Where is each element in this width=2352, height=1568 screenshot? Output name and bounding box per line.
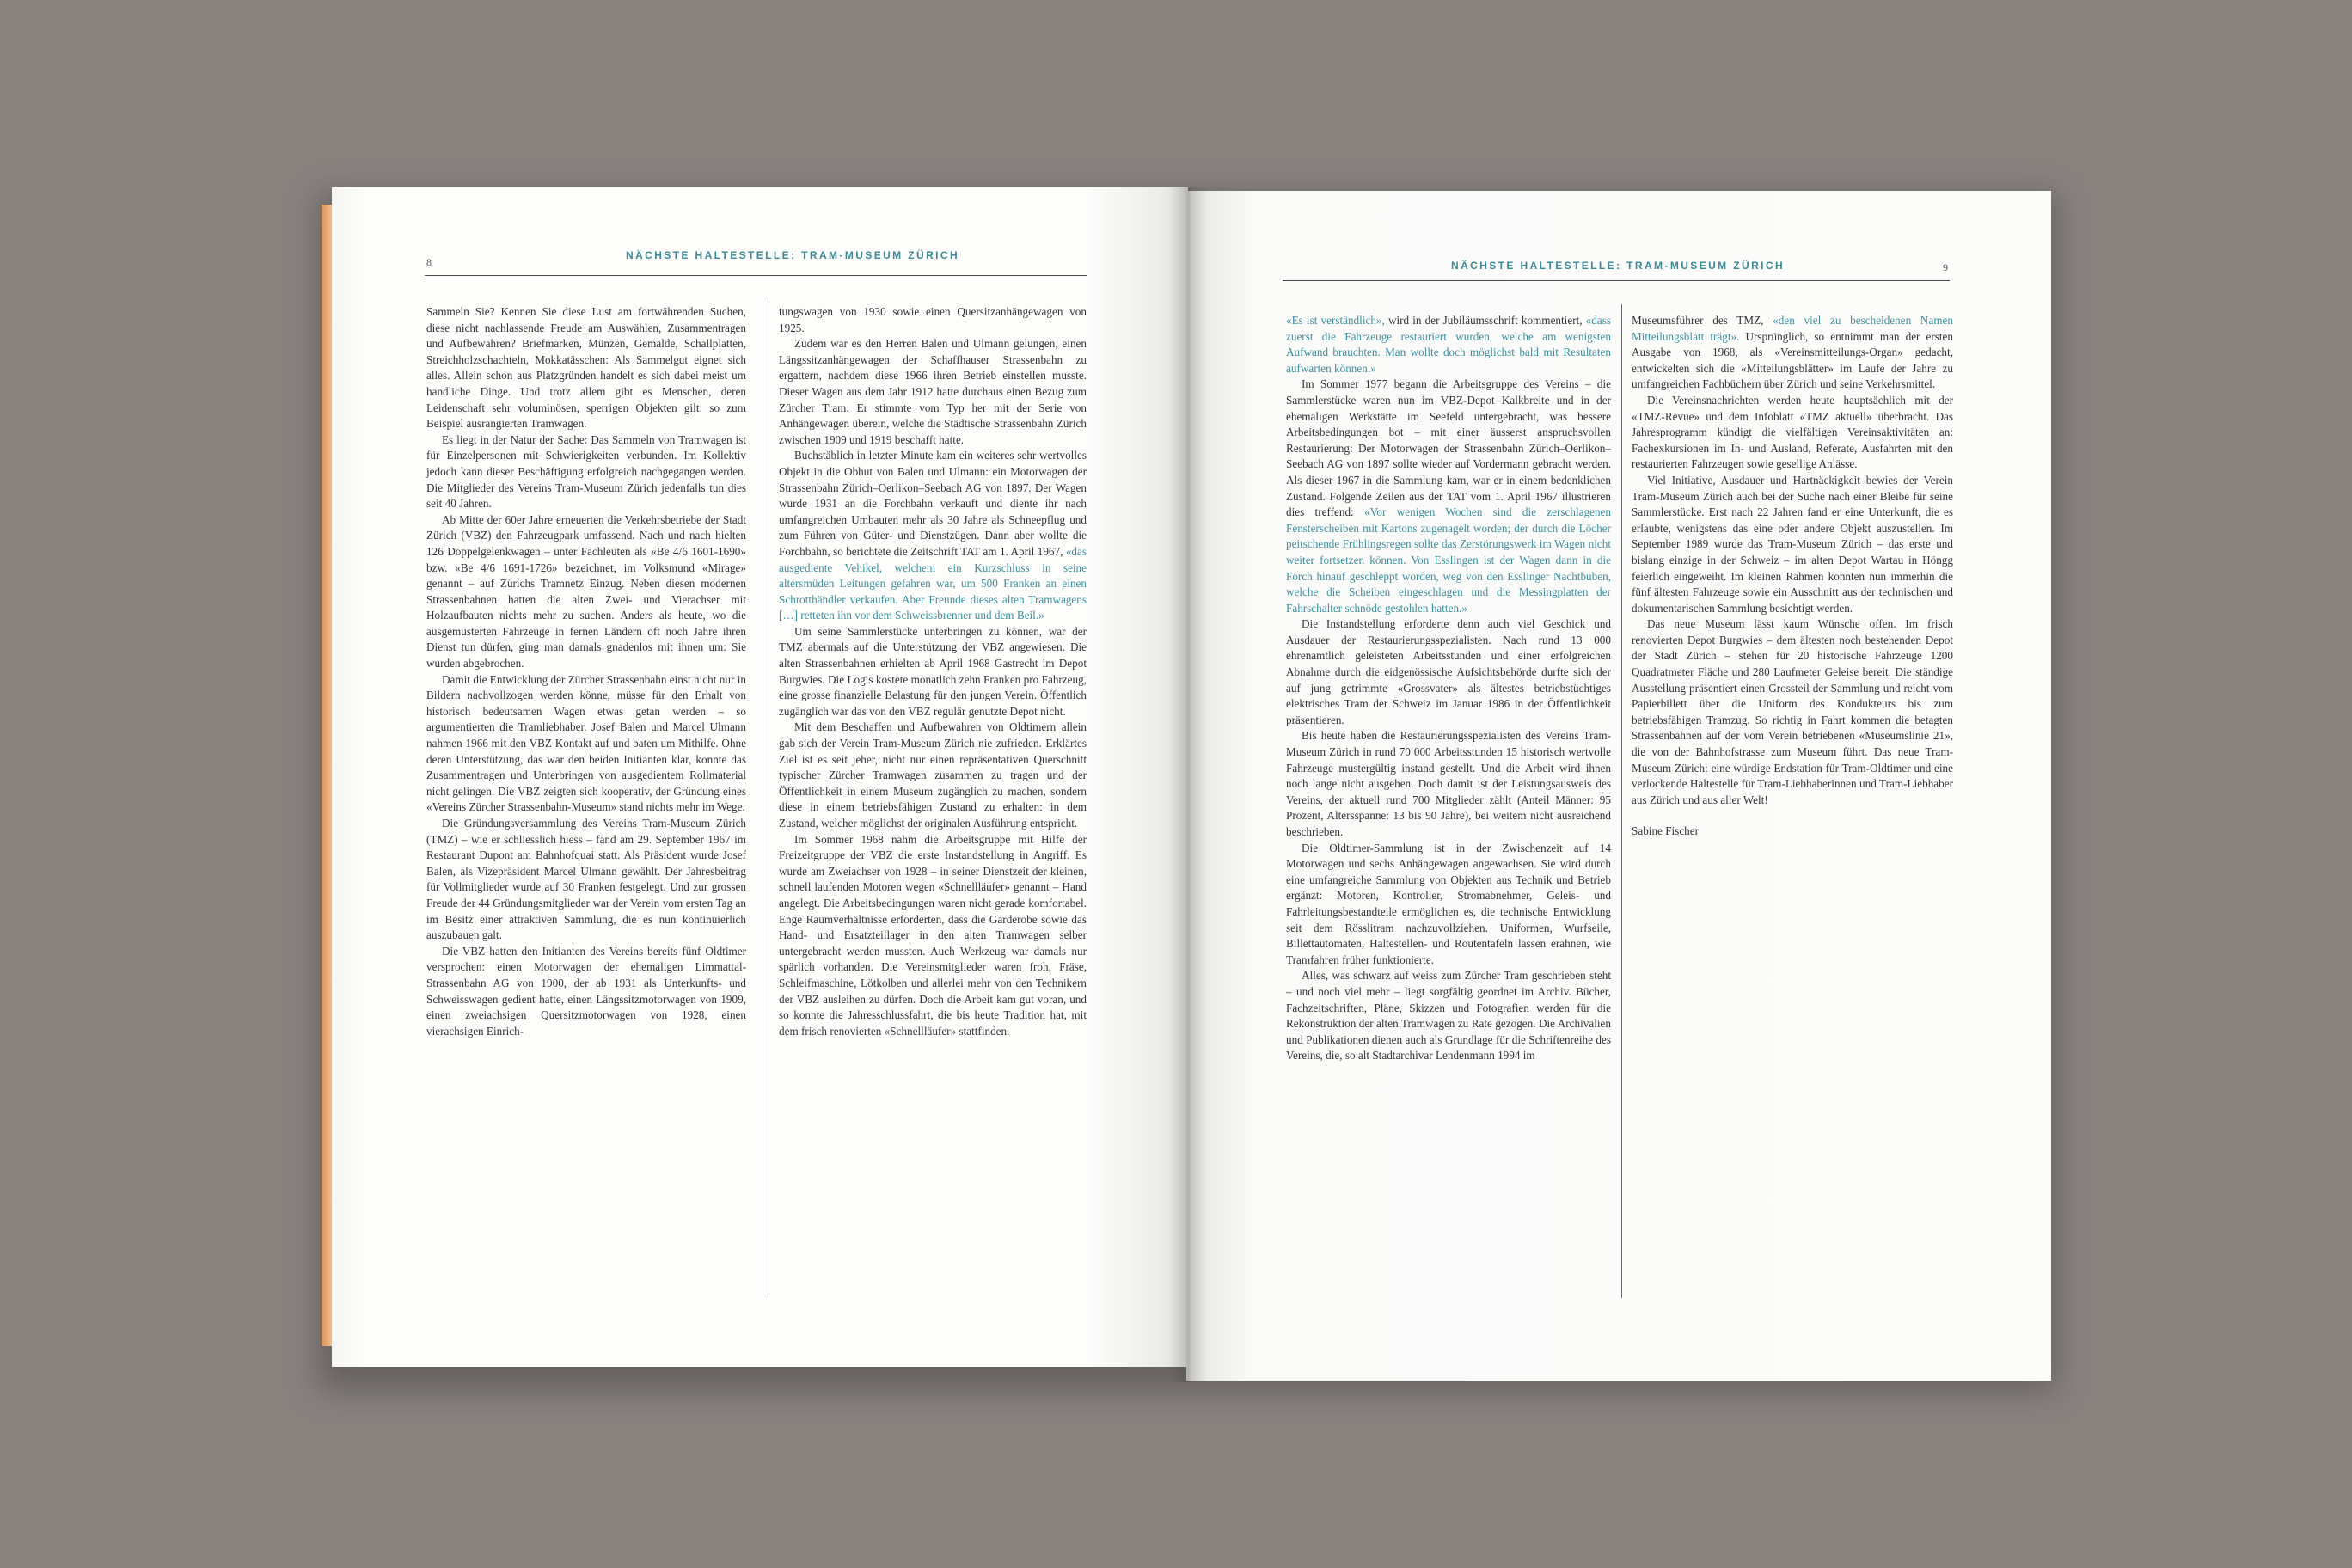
- body-text: Im Sommer 1977 begann die Arbeitsgruppe des Vereins – die Sammlerstücke waren nun im VBZ-Depot Kalkbreite und in der ehemaligen Werkstätte im Seefeld untergebracht, was bessere Arbeitsbedingungen bot – mit einer äusserst anspruchsvollen Restaurierung: Der Motorwagen der Strassenbahn Zürich–Oerlikon–Seebach AG von 1897 sollte wieder auf Vordermann gebracht werden. Als dieser 1967 in die Sammlung kam, war er in einem bedenklichen Zustand. Folgende Zeilen aus der TAT vom 1. April 1967 illustrieren dies treffend:: [1286, 377, 1611, 519]
- paragraph: Bis heute haben die Restaurierungsspezialisten des Vereins Tram-Museum Zürich in rund 70 000 Arbeitsstunden 15 historisch wertvolle Fahrzeuge mustergültig instand gestellt. Und die Arbeit wird ihnen noch lange nicht ausgehen. Doch damit ist der Leistungsausweis des Vereins, der aktuell rund 700 Mitglieder zählt (Anteil Männer: 95 Prozent, Altersspanne: 13 bis 90 Jahre), bei weitem nicht ausreichend beschrieben.: [1286, 729, 1611, 838]
- paragraph: [1632, 313, 1953, 393]
- right-column-1: [1286, 313, 1611, 1064]
- paragraph: Alles, was schwarz auf weiss zum Zürcher Tram geschrieben steht – und noch viel mehr – liegt sorgfältig geordnet im Archiv. Bücher, Fachzeitschriften, Pläne, Skizzen und Fotografien werden für die Rekonstruktion der alten Tramwagen zu Rate gezogen. Die Archivalien und Publikationen dienen auch als Grundlage für die Schriftenreihe des Vereins, die, so alt Stadtarchivar Lendenmann 1994 im: [1286, 969, 1611, 1063]
- paragraph: tungswagen von 1930 sowie einen Quersitzanhängewagen von 1925.: [779, 305, 1087, 334]
- body-text: wird in der Jubiläumsschrift kommentiert,: [1384, 314, 1586, 327]
- pull-quote: «Vor wenigen Wochen sind die zerschlagenen Fensterscheiben mit Kartons zugenagelt worden; der durch die Löcher peitschende Frühlingsregen sollte das Zerstörungswerk im Wagen nicht weiter fortsetzen können. Von Esslingen ist der Wagen dann in die Forch hinauf geschleppt worden, weg von den Esslinger Nachtbuben, welche die Scheiben eingeschlagen und die Messingplatten der Fahrschalter schnöde gestohlen hatten.»: [1286, 505, 1611, 615]
- page-number-right: 9: [1943, 261, 1948, 273]
- body-text: Ursprünglich, so entnimmt man der ersten Ausgabe von 1968, als «Vereinsmitteilungs-Organ» gedacht, entwickelten sich die «Mitteilungsblätter» im Laufe der Jahre zu umfangreichen Fachbüchern über Zürich und seine Verkehrsmittel.: [1632, 329, 1953, 391]
- pull-quote: «dass zuerst die Fahrzeuge restauriert wurden, welche am wenigsten Aufwand brauchten. Man wollte doch möglichst bald mit Resultaten aufwarten können.»: [1286, 314, 1611, 375]
- paragraph: Die Vereinsnachrichten werden heute hauptsächlich mit der «TMZ-Revue» und dem Infoblatt «TMZ aktuell» überbracht. Das Jahresprogramm kündigt die vielfältigen Vereinsaktivitäten an: Fachexkursionen im In- und Ausland, Referate, Ausfahrten mit den restaurierten Fahrzeugen sowie gesellige Anlässe.: [1632, 393, 1953, 471]
- paragraph: Um seine Sammlerstücke unterbringen zu können, war der TMZ abermals auf die Unterstützung der VBZ angewiesen. Die alten Strassenbahnen erhielten ab April 1968 Gastrecht im Depot Burgwies. Die Logis kostete monatlich zehn Franken pro Fahrzeug, eine grosse finanzielle Belastung für den jungen Verein. Öffentlich zugänglich war das von den VBZ regulär genutzte Depot nicht.: [779, 624, 1087, 718]
- running-head-left: NÄCHSTE HALTESTELLE: TRAM-MUSEUM ZÜRICH: [626, 249, 960, 261]
- header-rule-left: [425, 275, 1087, 276]
- header-rule-right: [1283, 280, 1950, 281]
- paragraph: Es liegt in der Natur der Sache: Das Sammeln von Tramwagen ist für Einzelpersonen mit Schwierigkeiten verbunden. Im Kollektiv jedoch kann dieser Beschäftigung erfolgreich nachgegangen werden. Die Mitglieder des Vereins Tram-Museum Zürich jedenfalls tun dies seit 40 Jahren.: [426, 432, 746, 511]
- right-column-2: [1632, 313, 1953, 840]
- paragraph: Sammeln Sie? Kennen Sie diese Lust am fortwährenden Suchen, diese nicht nachlassende Freude am Auswählen, Zusammentragen und Aufbewahren? Briefmarken, Münzen, Gemälde, Schallplatten, Streichholzschachteln, Mokkatässchen: Als Sammelgut eignet sich alles. Allein schon aus Platzgründen handelt es sich dabei meist um handliche Dinge. Und trotz allem gibt es Menschen, deren Leidenschaft sehr voluminösen, sperrigen Objekten gilt: so zum Beispiel ausrangierten Tramwagen.: [426, 305, 746, 431]
- paragraph: Viel Initiative, Ausdauer und Hartnäckigkeit bewies der Verein Tram-Museum Zürich auch bei der Suche nach einer Bleibe für seine Sammlerstücke. Erst nach 22 Jahren fand er eine Unterkunft, die es erlaubte, wenigstens das eine oder andere Objekt auszustellen. Im September 1989 wurde das Tram-Museum Zürich – das erste und bislang einzige in der Schweiz – im alten Depot Wartau in Höngg feierlich eingeweiht. Im kleinen Rahmen konnten nun immerhin die fünf ältesten Fahrzeuge sowie ein Ausschnitt aus der technischen und dokumentarischen Sammlung besichtigt werden.: [1632, 473, 1953, 615]
- pull-quote: «Es ist verständlich»,: [1286, 314, 1385, 327]
- paragraph: Die Gründungsversammlung des Vereins Tram-Museum Zürich (TMZ) – wie er schliesslich hiess – fand am 29. September 1967 im Restaurant Dupont am Bahnhofquai statt. Als Präsident wurde Josef Balen, als Vizepräsident Marcel Ulmann gewählt. Der Jahresbeitrag für Vollmitglieder wurde auf 30 Franken festgelegt. Und zur grossen Freude der 44 Gründungsmitglieder war der Verein vom ersten Tag an im Besitz einer attraktiven Sammlung, die es nun kontinuierlich auszubauen galt.: [426, 817, 746, 942]
- pull-quote: «den viel zu bescheidenen Namen Mitteilungsblatt trägt».: [1632, 314, 1954, 343]
- paragraph: Die Instandstellung erforderte denn auch viel Geschick und Ausdauer der Restaurierungsspezialisten. Nach rund 13 000 ehrenamtlich geleisteten Arbeitsstunden und einer erfolgreichen Abnahme durch die eidgenössische Aufsichtsbehörde durfte sich der auf jung getrimmte «Grossvater» als ältestes betriebstüchtiges elektrisches Tram der Schweiz im Januar 1986 in der Öffentlichkeit präsentieren.: [1286, 617, 1611, 726]
- body-text: Museumsführer des TMZ,: [1632, 314, 1773, 327]
- paragraph: [1286, 313, 1611, 377]
- book-gutter: [1169, 187, 1207, 1382]
- column-divider-right: [1621, 304, 1622, 1298]
- left-page: [332, 187, 1188, 1367]
- paragraph: Im Sommer 1968 nahm die Arbeitsgruppe mit Hilfe der Freizeitgruppe der VBZ die erste Instandstellung in Angriff. Es wurde am Zweiachser von 1928 – in seiner Dienstzeit der kleinen, schnell laufenden Motoren wegen «Schnellläufer» genannt – Hand angelegt. Die Arbeitsbedingungen waren nicht gerade komfortabel. Enge Raumverhältnisse erforderten, dass die Garderobe sowie das Hand- und Ersatzteillager in den alten Tramwagen selber untergebracht werden mussten. Auch Werkzeug war damals nur spärlich vorhanden. Die Vereinsmitglieder waren froh, Fräse, Schleifmaschine, Lötkolben und allerlei mehr von den Technikern der VBZ ausleihen zu dürfen. Doch die Arbeit kam gut voran, und so konnte die Jahresschlussfahrt, die bis heute Tradition hat, mit dem frisch renovierten «Schnellläufer» stattfinden.: [779, 832, 1087, 1038]
- body-text: Buchstäblich in letzter Minute kam ein weiteres sehr wertvolles Objekt in die Obhut von Balen und Ulmann: ein Motorwagen der Strassenbahn Zürich–Oerlikon–Seebach AG von 1897. Der Wagen wurde 1931 an die Forchbahn verkauft und diente ihr nach umfangreichen Umbauten mehr als 30 Jahre als Schneepflug und zum Führen von Güter- und Dienstzügen. Dann aber wollte die Forchbahn, so berichtete die Zeitschrift TAT am 1. April 1967,: [779, 449, 1087, 558]
- left-column-2: [779, 304, 1087, 1039]
- right-page: [1186, 191, 2051, 1381]
- paragraph: Ab Mitte der 60er Jahre erneuerten die Verkehrsbetriebe der Stadt Zürich (VBZ) den Fahrzeugpark umfassend. Nach und nach hielten 126 Doppelgelenkwagen – unter Fachleuten als «Be 4/6 1601-1690» bzw. «Be 4/6 1691-1726» bezeichnet, im Volksmund «Mirage» genannt – auf Zürichs Tramnetz Einzug. Neben diesen modernen Strassenbahnen hatten die alten Zwei- und Vierachser mit Holzaufbauten nichts mehr zu suchen. Anders als heute, wo die ausgemusterten Fahrzeuge in fernen Ländern oft noch Jahre ihren Dienst tun dürfen, ging man damals gnadenlos mit ihnen um: Sie wurden abgebrochen.: [426, 512, 746, 671]
- left-column-1: [426, 304, 746, 1039]
- paragraph: Die Oldtimer-Sammlung ist in der Zwischenzeit auf 14 Motorwagen und sechs Anhängewagen angewachsen. Sie wird durch eine umfangreiche Sammlung von Objekten aus Technik und Betrieb ergänzt: Motoren, Kontroller, Stromabnehmer, Geleis- und Fahrleitungsbestandteile ermöglichen es, die technische Entwicklung seit dem Rösslitram nachzuvollziehen. Uniformen, Wurfseile, Billettautomaten, Haltestellen- und Routentafeln lassen erahnen, wie Tramfahren früher funktionierte.: [1286, 841, 1611, 966]
- paragraph: [779, 448, 1087, 624]
- running-head-right: NÄCHSTE HALTESTELLE: TRAM-MUSEUM ZÜRICH: [1451, 260, 1785, 272]
- paragraph: Die VBZ hatten den Initianten des Vereins bereits fünf Oldtimer versprochen: einen Motorwagen der ehemaligen Limmattal-Strassenbahn AG von 1900, der ab 1931 als Unterkunfts- und Schweisswagen gedient hatte, einen Längssitzmotorwagen von 1909, einen zweiachsigen Quersitzmotorwagen von 1928, einen vierachsigen Einrich-: [426, 944, 746, 1038]
- paragraph: Mit dem Beschaffen und Aufbewahren von Oldtimern allein gab sich der Verein Tram-Museum Zürich nie zufrieden. Erklärtes Ziel ist es seit jeher, nicht nur einen repräsentativen Querschnitt typischer Zürcher Tramwagen zusammen zu tragen und der Öffentlichkeit in einem Museum zugänglich zu machen, sondern diese in einem betriebsfähigen Zustand zu erhalten: in dem Zustand, welcher möglichst der originalen Ausführung entspricht.: [779, 720, 1087, 830]
- paragraph: Damit die Entwicklung der Zürcher Strassenbahn einst nicht nur in Bildern nachvollzogen werden könne, müsse für den Erhalt von historisch bedeutsamen Wagen etwas getan werden – so argumentierten die Tramliebhaber. Josef Balen und Marcel Ulmann nahmen 1966 mit den VBZ Kontakt auf und baten um Mithilfe. Ohne deren Unterstützung, das war den beiden Initianten klar, konnte das Zusammentragen und Unterbringen von ausgedientem Rollmaterial nicht gelingen. Die VBZ zeigten sich kooperativ, der Gründung eines «Vereins Zürcher Strassenbahn-Museum» stand nichts mehr im Wege.: [426, 672, 746, 814]
- page-number-left: 8: [426, 256, 432, 268]
- author-signature: Sabine Fischer: [1632, 824, 1700, 838]
- paragraph: Zudem war es den Herren Balen und Ulmann gelungen, einen Längssitzanhängewagen der Schaffhauser Strassenbahn zu ergattern, nachdem diese 1966 ihren Betrieb einstellen musste. Dieser Wagen aus dem Jahr 1912 hatte durchaus einen Bezug zum Zürcher Tram. Er stimmte vom Typ her mit der Serie von Anhängewagen überein, welche die Städtische Strassenbahn Zürich zwischen 1909 und 1919 beschafft hatte.: [779, 337, 1087, 446]
- paragraph: [1286, 377, 1611, 616]
- paragraph: Das neue Museum lässt kaum Wünsche offen. Im frisch renovierten Depot Burgwies – dem ältesten noch bestehenden Depot der Stadt Zürich – stehen für 20 historische Fahrzeuge 1200 Quadratmeter Fläche und 280 Laufmeter Geleise bereit. Die ständige Ausstellung präsentiert einen Grossteil der Sammlung und reicht vom Papierbillett über die Uniform des Kondukteurs bis zum betriebsfähigen Tramzug. So richtig in Fahrt kommen die betagten Strassenbahnen auf der vom Verein betriebenen «Museumslinie 21», die von der Bahnhofstrasse zum Museum führt. Das neue Tram-Museum Zürich: eine würdige Endstation für Tram-Oldtimer und eine verlockende Haltestelle für Tram-Liebhaberinnen und Tram-Liebhaber aus Zürich und aus aller Welt!: [1632, 617, 1953, 806]
- pull-quote: «das ausgediente Vehikel, welchem ein Kurzschluss in seine altersmüden Leitungen gefahren war, um 500 Franken an einen Schrotthändler verkaufen. Aber Freunde dieses alten Tramwagens […] retteten ihn vor dem Schweissbrenner und dem Beil.»: [779, 544, 1087, 622]
